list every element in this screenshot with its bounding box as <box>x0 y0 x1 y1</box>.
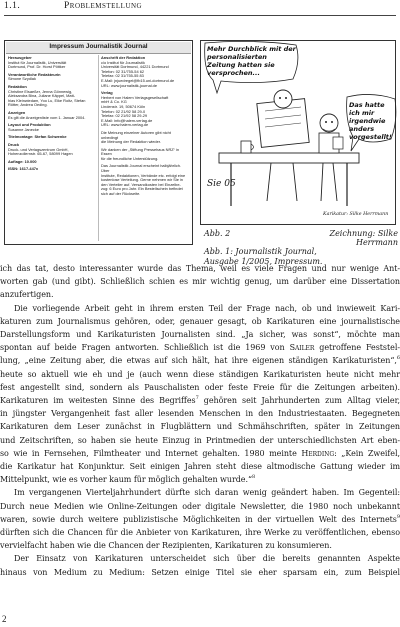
author-name-herding: Herding <box>301 448 335 458</box>
impressum-block <box>8 56 94 70</box>
figure-2-label: Abb. 2 <box>204 229 231 238</box>
impressum-block <box>8 135 94 140</box>
section-title: Problemstellung <box>64 1 143 11</box>
text-segment: Karikaturen im weitesten Sinne des Begriffes <box>0 396 196 406</box>
text-line: katuren zum Journalismus gehören, oder, genauer gesagt, ob Karikaturen eine journalistische <box>0 316 400 326</box>
impressum-block <box>8 160 94 165</box>
text-line: ich das tat, desto interessanter wurde das Thema, weil es viele Fragen und nur wenige Ant- <box>0 264 400 273</box>
impressum-block-line: Telefon: 02 21/92 58 29-0 <box>101 108 146 114</box>
impressum-block-heading: Redaktion <box>8 83 27 89</box>
text-segment: lung, „eine Zeitung aber, die etwas auf sich hält, hat ihre eigenen ständigen Karikaturisten“, <box>0 356 397 366</box>
text-line: Darstellungsform und Karikaturisten Journalisten sind. „Ja sicher, was sonst“, möchte man <box>0 330 400 340</box>
impressum-title-bar <box>6 42 191 54</box>
text-line: Durch neue Medien wie Online-Zeitungen oder digitale Newsletter, die 1980 noch unbekannt <box>0 501 400 511</box>
impressum-left-column <box>8 56 94 175</box>
cartoon-speech-right: Das hatte ich mir irgendwie anders vorgestellt! <box>349 101 392 141</box>
text-line: Im vergangenen Vierteljahrhundert dürfte sich daran wenig geändert haben. Im Gegenteil: <box>14 488 400 498</box>
impressum-right-column <box>101 56 189 200</box>
impressum-block-line: E-Mail: jnjuedregel@fb15.uni-dortmund.de <box>101 77 175 83</box>
impressum-block-line: E-Mail: info@halem-verlag.de <box>101 117 153 123</box>
impressum-block-line: Das Journalistik Journal erscheint halbjährlich. Über <box>101 163 182 174</box>
text-line: dürften sich die Chancen für die Anbieter von Karikaturen, ihre Werke zu veröffentlichen, ebenso <box>0 528 400 538</box>
impressum-block-line: Susanne Janecke <box>8 126 39 132</box>
impressum-block-heading: Layout und Produktion <box>8 122 51 128</box>
impressum-block-heading: Anschrift der Redaktion <box>101 55 146 60</box>
impressum-block-line: für die freundliche Unterstützung. <box>101 155 159 161</box>
impressum-block-line: URL: www.halem-verlag.de <box>101 122 149 128</box>
impressum-block-line: URL: www.journalistik-journal.de <box>101 82 158 88</box>
impressum-block-line: Simone Szydlak <box>8 76 36 82</box>
figure-1-caption-line: Abb. 1: Journalistik Journal, <box>204 247 317 256</box>
impressum-block-line: c/o Institut für Journalistik <box>101 59 145 65</box>
text-segment: so wie in Fernsehen, Filmtheater und Internet gehalten. 1980 meinte <box>0 448 297 458</box>
impressum-block-line: Institute, Redaktionen, Verbände etc. erfolgt eine <box>101 172 186 178</box>
cartoon-speech-left: Mehr Durchblick mit der personalisierten Zeitung hatten sie versprochen... <box>207 45 296 77</box>
text-line <box>0 513 400 526</box>
impressum-block <box>8 111 94 120</box>
figure-2-caption: Zeichnung: Silke Herrmann <box>329 229 398 247</box>
body-text <box>0 262 400 579</box>
text-segment: : „Kein Zweifel, <box>334 448 400 458</box>
figure-1-caption-line: Ausgabe 1/2005, Impressum. <box>204 256 323 266</box>
footnote-marker: 7 <box>195 395 199 402</box>
impressum-block <box>8 85 94 108</box>
impressum-block-line: Rötter, Andrea Oeding. <box>8 102 48 108</box>
page-number: 2 <box>2 614 7 624</box>
text-line: Der Einsatz von Karikaturen unterscheidet sich über die bereits genannten Aspekte <box>14 554 400 564</box>
text-line: die Karikatur hat Konjunktur. Seit einigen Jahren steht diese altmodische Gattung wieder im <box>0 462 400 472</box>
text-line: Karikaturen dem Leser zunächst in Flugblättern und Schmähschriften, später in Zeitungen <box>0 422 400 432</box>
impressum-block-line: Aleksandra Bina, Juliane Käppel, Matt- <box>8 93 76 99</box>
impressum-block-line: Dortmund, Prof. Dr. Horst Pöttker <box>8 64 66 70</box>
cartoon-figure <box>200 40 396 225</box>
impressum-block <box>8 167 94 172</box>
impressum-block <box>101 56 189 88</box>
impressum-block-heading: Verantwortliche Redakteurin <box>8 71 61 77</box>
text-line: in jüngster Vergangenheit fast aller lesenden Menschen in den Industriestaaten. Begegneten <box>0 409 400 419</box>
impressum-block-heading: Verlag <box>101 90 113 96</box>
impressum-block-line: den Verteiler auf. Versandkosten bei Einzelbe- <box>101 181 181 187</box>
impressum-block-line: Druck- und Verlagszentrum GmbH, <box>8 146 69 152</box>
text-line: fest angestellt sind, sondern als Pauschalisten oder feste Freie für die Zeitungen arbeiten). <box>0 382 400 392</box>
text-line: vervielfacht haben wie die Chancen der Rezipienten, Karikaturen zu konsumieren. <box>0 541 332 551</box>
impressum-block <box>101 131 189 145</box>
text-line: worten gab (und gibt). Schließlich schien es mir wichtig genug, um darüber eine Dissertation <box>0 277 400 287</box>
footnote-marker: 6 <box>396 355 400 362</box>
footnote-marker: 9 <box>396 513 400 520</box>
impressum-block-heading: Druck <box>8 141 20 147</box>
header-rule <box>4 15 396 16</box>
impressum-block-heading: Herausgeber <box>8 55 32 60</box>
text-segment: waren, sowie durch weitere publizistische Möglichkeiten in der virtuellen Welt des Internets <box>0 514 397 524</box>
impressum-block-line: Lindenstr. 19, 50674 Köln <box>101 103 146 109</box>
text-line: anzufertigen. <box>0 290 54 300</box>
text-line: Die vorliegende Arbeit geht in ihrem ersten Teil der Frage nach, ob und inwieweit Kari- <box>14 303 400 313</box>
section-number: 1.1. <box>4 1 21 11</box>
text-line: heute so aktuell wie eh und je (auch wenn diese ständigen Karikaturisten heute nicht mehr <box>0 369 400 379</box>
impressum-title: Impressum Journalistik Journal <box>49 43 148 50</box>
impressum-figure <box>4 40 193 245</box>
running-header <box>4 1 396 15</box>
impressum-block-line: Telefax: 02 31/755-55 83 <box>101 73 144 79</box>
impressum-block <box>8 73 94 82</box>
impressum-block <box>8 143 94 157</box>
impressum-block <box>101 148 189 162</box>
text-line <box>0 473 400 486</box>
impressum-block <box>101 91 189 128</box>
impressum-block-heading: Anzeigen <box>8 109 26 115</box>
impressum-block-heading: ISSN: 1617-447x <box>8 166 39 172</box>
impressum-block-line: Herbert von Halem Verlagsgesellschaft <box>101 94 169 100</box>
text-line <box>0 447 400 460</box>
impressum-block-line: kostenlose Verteilung. Gerne nehmen wir Sie in <box>101 177 183 183</box>
text-line: und Zeitschriften, so haben sie heute Einzug in Printmedien der unterschiedlichsten Art eben- <box>0 435 400 445</box>
footnote-marker: 8 <box>252 474 256 481</box>
impressum-block-line: Telefon: 02 31/755-54 62 <box>101 68 145 74</box>
impressum-block-line: Christine Elsaeßer, Jenna Gönnewig, <box>8 88 73 94</box>
impressum-block-line: Hohenzollernstr. 65-67, 58099 Hagen <box>8 151 73 157</box>
text-segment: gehören seit Jahrhunderten zum Alltag vieler, <box>198 396 400 406</box>
impressum-block <box>8 123 94 132</box>
text-line <box>0 394 400 407</box>
author-name-sailer: Sailer <box>289 343 315 353</box>
text-segment: Mittelpunkt, wie es vorher kaum für möglich gehalten wurde.“ <box>0 475 253 485</box>
impressum-block <box>101 164 189 196</box>
impressum-block-line: sich auf der Rückseite. <box>101 191 141 197</box>
impressum-block-heading: Auflage: 10.000 <box>8 158 37 164</box>
text-line <box>0 354 400 367</box>
impressum-column-divider <box>98 55 99 241</box>
impressum-block-line: mbH & Co. KG <box>101 99 127 105</box>
impressum-block-line: Institut für Journalistik, Universität <box>8 59 67 65</box>
impressum-block-line: Die Meinung einzelner Autoren gibt nicht unbedingt <box>101 129 171 140</box>
impressum-block-line: die Meinung der Redaktion wieder. <box>101 139 161 145</box>
text-line <box>0 341 400 354</box>
impressum-block-line: hias Kleinwiedam, Yoo Lu, Eike Roitz, Stefan <box>8 97 86 103</box>
text-segment: spontan auf beide Fragen antworten. Schließlich ist die 1969 von <box>0 343 285 353</box>
impressum-block-heading: Titelmontage: Stefan Schwenke <box>8 134 67 140</box>
impressum-block-line: Telefax: 02 21/92 58 29-29 <box>101 113 148 119</box>
impressum-block-line: Wir danken der „Stiftung Pressehaus NRZ“ in Essen <box>101 146 180 157</box>
text-line: hinaus von Medium zu Medium: Setzen einige Titel sie eher sparsam ein, zum Beispiel <box>0 567 400 577</box>
impressum-block-line: Es gilt die Anzeigenliste vom 1. Januar 2004. <box>8 114 86 120</box>
cartoon-signature: Sie 05 <box>207 179 236 189</box>
impressum-block-line: zug: 6 Euro pro Jahr. Ein Bestellschein befindet <box>101 186 183 192</box>
impressum-block-line: Universität Dortmund, 44221 Dortmund <box>101 64 169 70</box>
text-segment: getroffene Feststel- <box>319 343 400 353</box>
cartoon-credit: Karikatur: Silke Herrmann <box>323 212 389 217</box>
